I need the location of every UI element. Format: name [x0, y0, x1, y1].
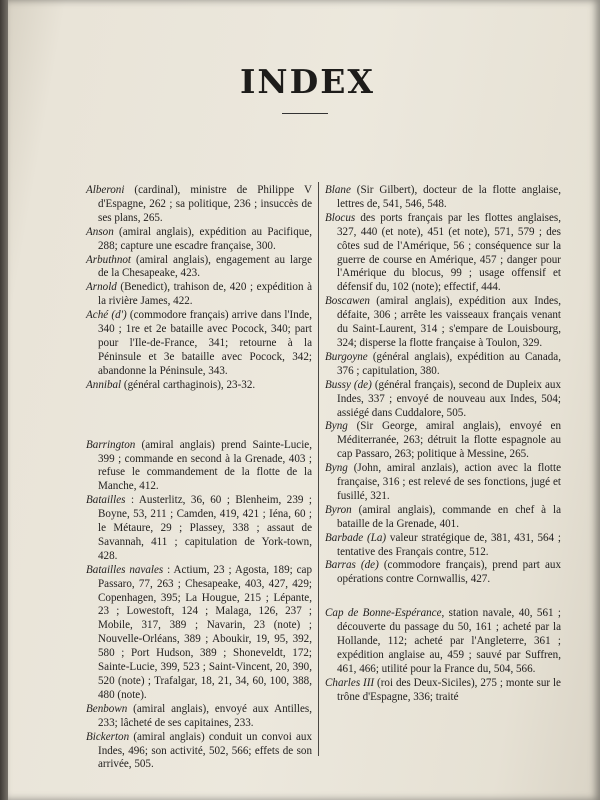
index-entry-text: (commodore français), prend part aux opérations contre Cornwallis, 427. — [337, 559, 561, 586]
index-headword: Blocus — [325, 211, 356, 224]
index-headword: Alberoni — [86, 184, 125, 196]
index-entry-text: (amiral anglais), expédition aux Indes, défaite, 306 ; arrête les vaisseaux français venant du Saint-Laurent, 314 ; s'empare de Louisbourg, 324; disperse la flotte française à Toulon, 329. — [337, 295, 561, 349]
index-entry — [325, 184, 561, 212]
column-divider — [318, 182, 319, 756]
index-entry — [86, 703, 312, 731]
title-underline — [282, 113, 328, 114]
index-entry — [325, 677, 561, 705]
index-entry-text: (général anglais), expédition au Canada, 376 ; capitulation, 380. — [337, 350, 561, 377]
index-entry-text: : Actium, 23 ; Agosta, 189; cap Passaro, 77, 263 ; Chesapeake, 403, 427, 429; Copenhagen, 395; La Hougue, 215 ; Lépante, 23 ; Lowestoft, 124 ; Malaga, 126, 237 ; Mobile, 317, 389 ; Navarin, 23 (note) ; Nouvelle-Orléans, 389 ; Aboukir, 19, 95, 392, 580 ; Port Hudson, 389 ; Shoneveldt, 172; Sainte-Lucie, 399, 523 ; Saint-Vincent, 20, 390, 520 (note) ; Trafalgar, 18, 21, 34, 60, 100, 388, 480 (note). — [98, 563, 312, 701]
index-entry — [86, 439, 312, 495]
index-entry — [86, 731, 312, 773]
index-entry — [86, 564, 312, 703]
index-entry — [86, 226, 312, 254]
index-entry — [86, 254, 312, 282]
index-entry — [86, 184, 312, 226]
index-headword: Boscawen — [325, 295, 370, 308]
index-entry-text: (amiral anglais), envoyé aux Antilles, 233; lâcheté de ses capitaines, 233. — [98, 702, 312, 729]
index-entry-text: : Austerlitz, 36, 60 ; Blenheim, 239 ; Boyne, 53, 211 ; Camden, 419, 421 ; Iéna, 60 ; le Métaure, 29 ; Plassey, 338 ; assaut de Savannah, 411 ; capitulation de York-town, 428. — [98, 494, 312, 562]
index-entry-text: (commodore français) arrive dans l'Inde, 340 ; 1re et 2e bataille avec Pocock, 340; part pour l'Ile-de-France, 341; retourne à la Péninsule et 3e bataille avec Pocock, 342; abandonne la Péninsule, 343. — [98, 309, 312, 377]
index-entry-text: (amiral anglais) prend Sainte-Lucie, 399 ; commande en second à la Grenade, 403 ; refuse le commandement de la flotte de la Manche, 412. — [98, 438, 312, 493]
index-entry — [325, 420, 561, 462]
section-gap — [86, 393, 312, 439]
index-entry — [325, 532, 561, 560]
index-headword: Arbuthnot — [86, 253, 131, 266]
index-entry — [325, 559, 561, 587]
index-column-right — [325, 184, 561, 705]
index-entry — [86, 494, 312, 564]
page-title: INDEX — [240, 62, 375, 101]
index-headword: Annibal — [86, 378, 122, 391]
index-headword: Batailles — [86, 494, 126, 507]
index-headword: Benbown — [86, 702, 128, 715]
index-headword: Batailles navales — [86, 563, 164, 576]
index-entry-text: (Sir George, amiral anglais), envoyé en Méditerranée, 263; détruit la flotte espagnole au cap Passaro, 263; politique à Messine, 265. — [337, 420, 561, 461]
section-gap — [325, 587, 561, 607]
index-entry-text: (roi des Deux-Siciles), 275 ; monte sur le trône d'Espagne, 336; traité — [337, 676, 561, 703]
index-entry-text: (général français), second de Dupleix aux Indes, 337 ; envoyé de nouveau aux Indes, 504; assiégé dans Cuddalore, 505. — [337, 378, 562, 419]
index-entry — [325, 462, 561, 504]
index-headword: Barbade (La) — [325, 531, 387, 544]
index-headword: Barrington — [86, 438, 136, 451]
index-headword: Cap de Bonne-Espérance — [325, 607, 442, 620]
index-entry-text: valeur stratégique de, 381, 431, 564 ; tentative des Français contre, 512. — [337, 531, 561, 558]
index-entry-text: (amiral anglais), engagement au large de la Chesapeake, 423. — [98, 253, 312, 280]
index-headword: Barras (de) — [325, 559, 379, 572]
index-entry — [325, 607, 561, 677]
index-entry-text: (général carthaginois), 23-32. — [121, 378, 256, 391]
index-headword: Arnold — [86, 281, 117, 294]
index-entry — [325, 351, 561, 379]
index-entry-text: (Benedict), trahison de, 420 ; expédition à la rivière James, 422. — [98, 281, 312, 308]
index-headword: Bickerton — [86, 730, 130, 743]
index-headword: Burgoyne — [325, 350, 368, 363]
index-headword: Anson — [86, 225, 114, 238]
index-entry — [86, 309, 312, 379]
index-headword: Blane — [325, 184, 351, 196]
index-column-left — [86, 184, 312, 772]
index-headword: Bussy (de) — [325, 378, 372, 391]
index-entry-text: , station navale, 40, 561 ; découverte du passage du 50, 161 ; acheté par la Hollande, 112; acheté par l'Angleterre, 361 ; expédition anglaise au, 459 ; sauvé par Suffren, 461, 466; utilité pour la France du, 504, 566. — [337, 607, 561, 675]
index-entry — [325, 379, 561, 421]
index-entry-text: (amiral anglais), expédition au Pacifique, 288; capture une escadre française, 300. — [98, 225, 312, 252]
index-entry — [325, 212, 561, 295]
index-entry-text: (amiral anglais) conduit un convoi aux Indes, 496; son activité, 502, 566; effets de son arrivée, 505. — [98, 730, 312, 771]
index-headword: Byron — [325, 503, 352, 516]
index-headword: Byng — [325, 420, 348, 433]
index-entry-text: (Sir Gilbert), docteur de la flotte anglaise, lettres de, 541, 546, 548. — [337, 184, 561, 210]
index-entry-text: (amiral anglais), commande en chef à la bataille de la Grenade, 401. — [337, 503, 561, 530]
index-entry-text: des ports français par les flottes anglaises, 327, 440 (et note), 451 (et note), 571, 579 ; des côtes sud de l'Amérique, 56 ; conséquence sur la guerre de course en Amérique, 457 ; danger pour l'Amérique du blocus, 99 ; usage offensif et défensif du, 102 (note); effectif, 444. — [337, 211, 561, 294]
index-headword: Aché (d') — [86, 309, 127, 322]
index-headword: Byng — [325, 462, 348, 475]
index-entry — [325, 504, 561, 532]
index-headword: Charles III — [325, 676, 375, 689]
index-entry — [86, 379, 312, 393]
index-entry-text: (John, amiral anzlais), action avec la flotte française, 316 ; est relevé de ses fonctions, jugé et fusillé, 321. — [337, 462, 561, 502]
index-entry — [325, 295, 561, 351]
index-entry-text: (cardinal), ministre de Philippe V d'Espagne, 262 ; sa politique, 236 ; insuccès de ses plans, 265. — [98, 184, 312, 224]
index-entry — [86, 281, 312, 309]
